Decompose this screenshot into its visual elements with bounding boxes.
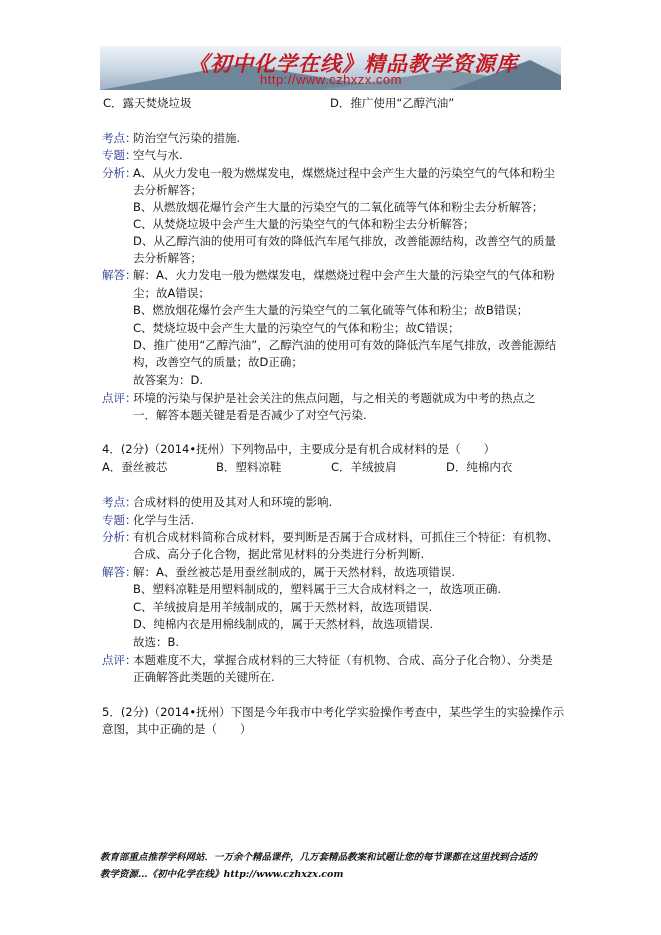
q4-fenxi-label: 分析： [102, 530, 137, 544]
q4-zhuanti: 化学与生活. [133, 513, 195, 527]
q3-fenxi-line: D、从乙醇汽油的使用可有效的降低汽车尾气排放，改善能源结构，改善空气的质量 [133, 234, 556, 248]
q3-jieda-line: D、推广使用“乙醇汽油”，乙醇汽油的使用可有效的降低汽车尾气排放，改善能源结 [133, 338, 557, 352]
q3-option-c: C．露天焚烧垃圾 [103, 96, 192, 110]
q3-jieda-line: 尘；故A错误； [133, 286, 210, 300]
q4-option-c: C．羊绒披肩 [331, 460, 397, 474]
q4-jieda-line: B、塑料凉鞋是用塑料制成的，塑料属于三大合成材料之一，故选项正确. [133, 582, 502, 596]
q4-fenxi-line: 合成、高分子化合物，据此常见材料的分类进行分析判断. [133, 547, 425, 561]
q3-zhuanti-label: 专题： [102, 148, 137, 162]
q3-dianping-line: 环境的污染与保护是社会关注的焦点问题，与之相关的考题就成为中考的热点之 [133, 391, 536, 405]
q4-jieda-line: C、羊绒披肩是用羊绒制成的，属于天然材料，故选项错误. [133, 600, 433, 614]
q4-dianping-label: 点评： [102, 653, 137, 667]
q3-dianping-label: 点评： [102, 391, 137, 405]
q4-option-a: A．蚕丝被芯 [102, 460, 168, 474]
q5-stem-line: 5．(2分)（2014•抚州）下图是今年我市中考化学实验操作考查中，某些学生的实验操作示 [102, 705, 565, 719]
q3-dianping-line: 一．解答本题关键是看是否减少了对空气污染. [133, 408, 367, 422]
q3-kaodian: 防治空气污染的措施. [133, 131, 241, 145]
footer-line: 教育部重点推荐学科网站．一万余个精品课件，几万套精品教案和试题让您的每节课都在这里找到合适的 [100, 852, 538, 863]
q4-jieda-line: D、纯棉内衣是用棉线制成的，属于天然材料，故选项错误. [133, 617, 434, 631]
q3-fenxi-line: B、从燃放烟花爆竹会产生大量的污染空气的二氧化硫等气体和粉尘去分析解答； [133, 200, 544, 214]
q3-jieda-line: 构，改善空气的质量；故D正确； [133, 355, 303, 369]
q4-jieda-label: 解答： [102, 565, 137, 579]
q4-kaodian: 合成材料的使用及其对人和环境的影响. [133, 495, 333, 509]
q4-dianping-line: 本题难度不大，掌握合成材料的三大特征（有机物、合成、高分子化合物）、分类是 [133, 653, 553, 667]
q3-fenxi-line: A、从火力发电一般为燃煤发电，煤燃烧过程中会产生大量的污染空气的气体和粉尘 [133, 166, 555, 180]
q4-option-d: D．纯棉内衣 [446, 460, 513, 474]
q4-zhuanti-label: 专题： [102, 513, 137, 527]
q3-option-d: D．推广使用“乙醇汽油” [330, 96, 455, 110]
q3-kaodian-label: 考点： [102, 131, 137, 145]
q3-zhuanti: 空气与水. [133, 148, 183, 162]
q4-stem: 4．(2分)（2014•抚州）下列物品中，主要成分是有机合成材料的是（ ） [102, 442, 496, 456]
q5-stem-line: 意图，其中正确的是（ ） [102, 722, 252, 736]
header-banner [100, 46, 561, 90]
q3-jieda-line: 解：A、火力发电一般为燃煤发电，煤燃烧过程中会产生大量的污染空气的气体和粉 [133, 268, 555, 282]
q3-jieda-line: B、燃放烟花爆竹会产生大量的污染空气的二氧化硫等气体和粉尘；故B错误； [133, 303, 529, 317]
banner-url[interactable]: http://www.czhxzx.com [260, 72, 402, 87]
footer-line: 教学资源…《初中化学在线》http://www.czhxzx.com [100, 869, 344, 880]
banner-title: 《初中化学在线》精品教学资源库 [188, 51, 518, 76]
q3-fenxi-line: 去分析解答； [133, 183, 202, 197]
q3-fenxi-line: 去分析解答； [133, 251, 202, 265]
q4-option-b: B．塑料凉鞋 [216, 460, 282, 474]
q3-fenxi-label: 分析： [102, 166, 137, 180]
q4-fenxi-line: 有机合成材料简称合成材料，要判断是否属于合成材料，可抓住三个特征：有机物、 [133, 530, 559, 544]
q3-fenxi-line: C、从焚烧垃圾中会产生大量的污染空气的气体和粉尘去分析解答； [133, 217, 475, 231]
q3-jieda-line: C、焚烧垃圾中会产生大量的污染空气的气体和粉尘；故C错误； [133, 321, 460, 335]
q4-jieda-line: 故选：B. [133, 635, 180, 649]
q4-jieda-line: 解：A、蚕丝被芯是用蚕丝制成的，属于天然材料，故选项错误. [133, 565, 456, 579]
q4-kaodian-label: 考点： [102, 495, 137, 509]
q4-dianping-line: 正确解答此类题的关键所在. [133, 670, 275, 684]
q3-jieda-label: 解答： [102, 268, 137, 282]
q3-jieda-line: 故答案为：D. [133, 373, 204, 387]
